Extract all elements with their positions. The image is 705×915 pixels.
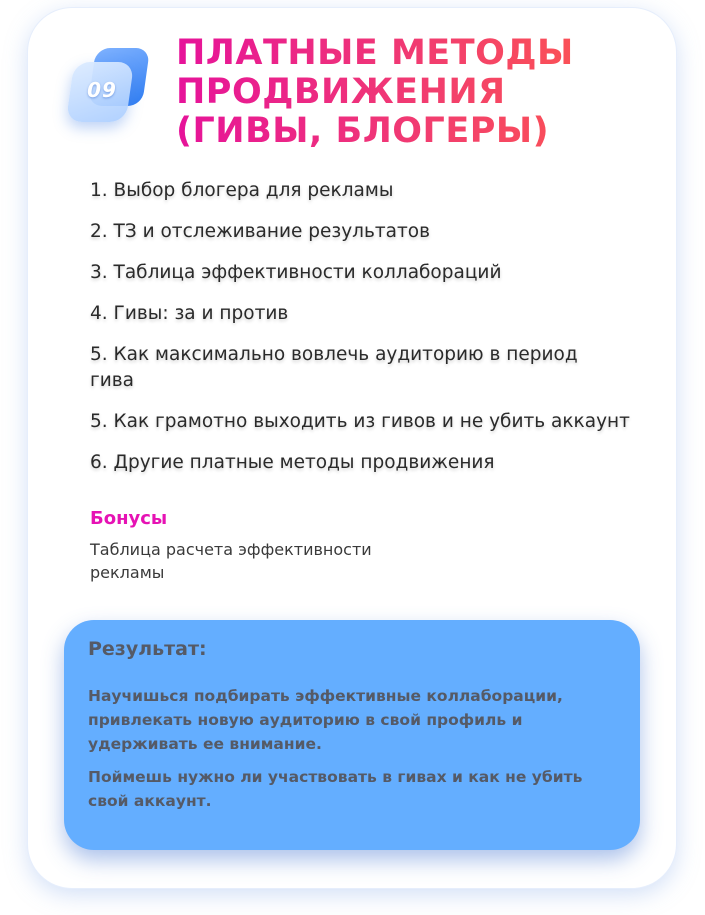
module-title-line-2: ПРОДВИЖЕНИЯ xyxy=(176,73,646,112)
module-title-line-3: (ГИВЫ, БЛОГЕРЫ) xyxy=(176,112,646,151)
result-heading: Результат: xyxy=(88,638,207,660)
result-box xyxy=(64,620,640,850)
topic-item: 5. Как максимально вовлечь аудиторию в период гива xyxy=(90,344,578,391)
topic-item: 2. ТЗ и отслеживание результатов xyxy=(90,221,431,242)
topic-item: 6. Другие платные методы продвижения xyxy=(90,452,495,473)
topic-item: 5. Как грамотно выходить из гивов и не убить аккаунт xyxy=(90,411,630,432)
module-title xyxy=(176,34,646,151)
module-number-badge xyxy=(66,44,158,128)
bonus-heading: Бонусы xyxy=(90,508,168,529)
module-title-line-1: ПЛАТНЫЕ МЕТОДЫ xyxy=(176,34,646,73)
result-paragraph: Научишься подбирать эффективные коллаборации, привлекать новую аудиторию в свой профиль и удерживать ее внимание. xyxy=(88,687,563,753)
topic-item: 4. Гивы: за и против xyxy=(90,303,289,324)
topic-item: 1. Выбор блогера для рекламы xyxy=(90,180,394,201)
topic-list xyxy=(90,178,650,491)
module-number: 09 xyxy=(87,78,117,102)
bonus-description: Таблица расчета эффективности рекламы xyxy=(90,540,372,582)
result-paragraph: Поймешь нужно ли участвовать в гивах и как не убить свой аккаунт. xyxy=(88,768,583,810)
topic-item: 3. Таблица эффективности коллабораций xyxy=(90,262,502,283)
